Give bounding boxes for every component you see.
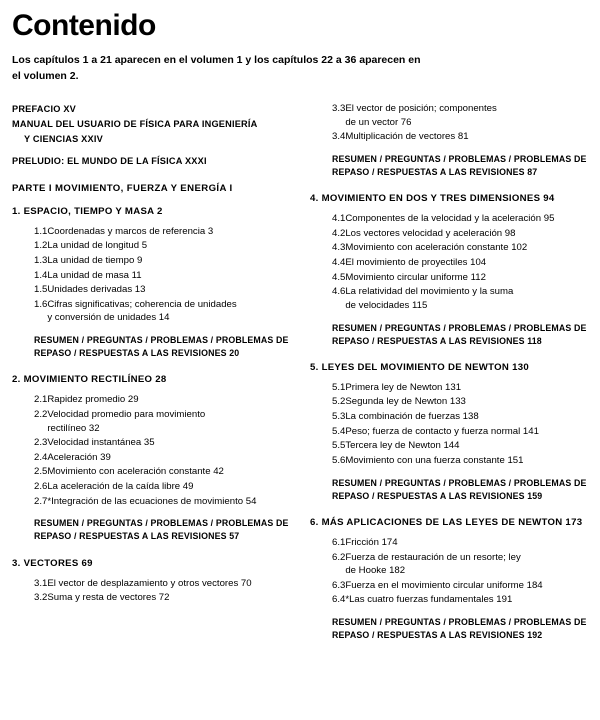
entry-text bbox=[345, 285, 588, 312]
entry-number: 5.3 bbox=[332, 411, 346, 423]
entry-number: 2.1 bbox=[34, 394, 48, 406]
toc-entry[interactable] bbox=[310, 395, 588, 409]
toc-entry[interactable] bbox=[12, 495, 290, 509]
chapter-block-1 bbox=[12, 206, 290, 361]
chapter-block-2 bbox=[12, 374, 290, 543]
entry-text: La unidad de tiempo 9 bbox=[47, 254, 143, 266]
summary-line: RESUMEN / PREGUNTAS / PROBLEMAS / PROBLEMAS bbox=[332, 477, 572, 488]
entry-number: 5.1 bbox=[332, 381, 346, 393]
entry-text: Suma y resta de vectores 72 bbox=[47, 592, 170, 604]
toc-entry[interactable] bbox=[310, 130, 588, 144]
summary-line: DE REPASO / RESPUESTAS A LAS REVISIONES 159 bbox=[332, 477, 587, 501]
entry-number: 3.4 bbox=[332, 131, 346, 143]
toc-entry[interactable] bbox=[12, 239, 290, 253]
toc-entry[interactable] bbox=[12, 451, 290, 465]
entry-number: 6.2 bbox=[332, 551, 346, 563]
entry-text bbox=[47, 408, 290, 435]
frontmatter-item[interactable]: PREFACIO XV bbox=[12, 104, 76, 115]
entry-text: La unidad de longitud 5 bbox=[47, 240, 148, 252]
summary-line: DE REPASO / RESPUESTAS A LAS REVISIONES 192 bbox=[332, 616, 587, 641]
toc-entry[interactable] bbox=[12, 436, 290, 450]
frontmatter-item[interactable]: Y CIENCIAS XXIV bbox=[24, 134, 103, 145]
toc-entry[interactable] bbox=[310, 102, 588, 129]
chapter-block-6 bbox=[310, 517, 588, 642]
entry-number: 1.6 bbox=[34, 298, 48, 310]
entry-number: 5.4 bbox=[332, 425, 346, 437]
chapter-summary bbox=[310, 153, 588, 179]
entry-text-line: La relatividad del movimiento y la suma bbox=[345, 286, 514, 298]
toc-entry[interactable] bbox=[310, 256, 588, 270]
entry-number: 3.2 bbox=[34, 592, 48, 604]
entry-text-line: y conversión de unidades 14 bbox=[47, 312, 170, 324]
summary-line: RESUMEN / PREGUNTAS / PROBLEMAS / PROBLEMAS bbox=[332, 616, 572, 627]
chapter-summary bbox=[12, 334, 290, 360]
entry-text: Movimiento con aceleración constante 102 bbox=[345, 242, 528, 254]
entry-text bbox=[345, 551, 588, 578]
entry-text-line: Velocidad promedio para movimiento bbox=[47, 408, 206, 420]
toc-entry[interactable] bbox=[310, 212, 588, 226]
toc-entry[interactable] bbox=[12, 298, 290, 325]
entry-number: 6.1 bbox=[332, 536, 346, 548]
entry-text bbox=[47, 298, 290, 325]
page-title: Contenido bbox=[12, 9, 156, 42]
toc-entry[interactable] bbox=[12, 480, 290, 494]
entry-text: Primera ley de Newton 131 bbox=[345, 381, 462, 393]
entry-text-line: Cifras significativas; coherencia de unidades bbox=[47, 298, 237, 310]
summary-line: DE REPASO / RESPUESTAS A LAS REVISIONES 118 bbox=[332, 322, 587, 346]
toc-entry[interactable] bbox=[12, 269, 290, 283]
chapter-block-5 bbox=[310, 362, 588, 503]
toc-entry[interactable] bbox=[310, 579, 588, 593]
entry-number: 2.7* bbox=[34, 495, 52, 507]
entry-number: 4.6 bbox=[332, 286, 346, 298]
entry-text: Fricción 174 bbox=[345, 536, 398, 548]
toc-entry[interactable] bbox=[310, 285, 588, 312]
chapter-heading[interactable]: 6. MÁS APLICACIONES DE LAS LEYES DE NEWTON 173 bbox=[310, 516, 583, 528]
toc-entry[interactable] bbox=[12, 591, 290, 605]
entry-text-line: El vector de posición; componentes bbox=[345, 103, 497, 115]
entry-number: 2.6 bbox=[34, 481, 48, 493]
entry-number: 5.2 bbox=[332, 396, 346, 408]
entry-text-line: Fuerza de restauración de un resorte; ley bbox=[345, 551, 521, 563]
entry-text: Rapidez promedio 29 bbox=[47, 394, 139, 406]
entry-text: Las cuatro fuerzas fundamentales 191 bbox=[349, 594, 513, 606]
entry-number: 4.3 bbox=[332, 242, 346, 254]
entry-text: Coordenadas y marcos de referencia 3 bbox=[47, 225, 214, 237]
entry-number: 4.4 bbox=[332, 257, 346, 269]
entry-number: 5.5 bbox=[332, 440, 346, 452]
entry-text: La unidad de masa 11 bbox=[47, 269, 142, 281]
entry-number: 3.1 bbox=[34, 577, 48, 589]
frontmatter-list bbox=[12, 102, 290, 169]
entry-text-line: de Hooke 182 bbox=[345, 565, 406, 577]
entry-number: 2.2 bbox=[34, 408, 48, 420]
chapter-heading[interactable]: 3. VECTORES 69 bbox=[12, 557, 93, 569]
entry-text: Unidades derivadas 13 bbox=[47, 284, 146, 296]
entry-number: 6.3 bbox=[332, 579, 346, 591]
toc-entry[interactable] bbox=[310, 593, 588, 607]
contents-page bbox=[0, 10, 600, 720]
toc-entry[interactable] bbox=[310, 425, 588, 439]
chapter-summary bbox=[310, 322, 588, 348]
entry-text-line: de un vector 76 bbox=[345, 116, 412, 128]
toc-entry[interactable] bbox=[310, 536, 588, 550]
chapter-heading[interactable]: 2. MOVIMIENTO RECTILÍNEO 28 bbox=[12, 374, 167, 386]
chapter-summary bbox=[310, 616, 588, 642]
chapter-summary bbox=[310, 477, 588, 503]
entry-number: 5.6 bbox=[332, 454, 346, 466]
entry-text: Multiplicación de vectores 81 bbox=[345, 131, 469, 143]
entry-number: 1.3 bbox=[34, 254, 48, 266]
entry-text: Componentes de la velocidad y la aceleración 95 bbox=[345, 213, 555, 225]
chapter-summary bbox=[12, 517, 290, 543]
toc-entry[interactable] bbox=[310, 381, 588, 395]
toc-entry[interactable] bbox=[12, 225, 290, 239]
summary-line: RESUMEN / PREGUNTAS / PROBLEMAS / PROBLEMAS bbox=[332, 153, 572, 164]
summary-line: DE REPASO / RESPUESTAS A LAS REVISIONES 87 bbox=[332, 153, 587, 178]
toc-entry[interactable] bbox=[310, 551, 588, 578]
toc-entry[interactable] bbox=[12, 254, 290, 268]
entry-number: 2.4 bbox=[34, 451, 48, 463]
entry-number: 4.2 bbox=[332, 227, 346, 239]
toc-entry[interactable] bbox=[310, 454, 588, 468]
entry-number: 4.5 bbox=[332, 271, 346, 283]
toc-entry[interactable] bbox=[310, 241, 588, 255]
left-column bbox=[12, 102, 290, 656]
entry-number: 2.3 bbox=[34, 437, 48, 449]
entry-text: La aceleración de la caída libre 49 bbox=[47, 481, 194, 493]
chapter-block-3 bbox=[12, 558, 290, 605]
entry-text: Peso; fuerza de contacto y fuerza normal 141 bbox=[345, 425, 539, 437]
toc-entry[interactable] bbox=[310, 439, 588, 453]
entry-text: El vector de desplazamiento y otros vectores 70 bbox=[47, 577, 252, 589]
entry-text: Movimiento con una fuerza constante 151 bbox=[345, 454, 524, 466]
chapter-heading[interactable]: 4. MOVIMIENTO EN DOS Y TRES DIMENSIONES 94 bbox=[310, 193, 555, 205]
entry-text: Fuerza en el movimiento circular uniforme 184 bbox=[345, 579, 543, 591]
entry-number: 4.1 bbox=[332, 213, 346, 225]
summary-line: DE REPASO / RESPUESTAS A LAS REVISIONES 57 bbox=[34, 518, 289, 542]
toc-entry[interactable] bbox=[12, 408, 290, 435]
chapter-heading[interactable]: 1. ESPACIO, TIEMPO Y MASA 2 bbox=[12, 205, 163, 217]
entry-number: 1.4 bbox=[34, 269, 48, 281]
entry-text bbox=[345, 102, 588, 129]
contents-columns bbox=[0, 102, 600, 656]
summary-line: RESUMEN / PREGUNTAS / PROBLEMAS / PROBLEMAS bbox=[34, 334, 274, 345]
toc-entry[interactable] bbox=[12, 577, 290, 591]
entry-number: 1.1 bbox=[34, 225, 48, 237]
chapter-block-4 bbox=[310, 193, 588, 348]
chapter-block-3-continued bbox=[310, 102, 588, 179]
entry-text-line: rectilíneo 32 bbox=[47, 422, 100, 434]
summary-line: DE REPASO / RESPUESTAS A LAS REVISIONES 20 bbox=[34, 334, 289, 359]
page-subtitle: Los capítulos 1 a 21 aparecen en el volumen 1 y los capítulos 22 a 36 aparecen en el volumen 2. bbox=[12, 53, 421, 82]
frontmatter-item[interactable]: PRELUDIO: EL MUNDO DE LA FÍSICA XXXI bbox=[12, 155, 207, 166]
entry-text: Movimiento con aceleración constante 42 bbox=[47, 466, 224, 478]
toc-entry[interactable] bbox=[12, 465, 290, 479]
toc-entry[interactable] bbox=[12, 393, 290, 407]
summary-line: RESUMEN / PREGUNTAS / PROBLEMAS / PROBLEMAS bbox=[34, 518, 274, 529]
toc-entry[interactable] bbox=[310, 271, 588, 285]
part-heading: PARTE I MOVIMIENTO, FUERZA Y ENERGÍA I bbox=[12, 182, 233, 194]
toc-entry[interactable] bbox=[310, 410, 588, 424]
right-column bbox=[310, 102, 588, 656]
chapter-heading[interactable]: 5. LEYES DEL MOVIMIENTO DE NEWTON 130 bbox=[310, 361, 530, 373]
entry-number: 1.5 bbox=[34, 284, 48, 296]
entry-text: La combinación de fuerzas 138 bbox=[345, 411, 479, 423]
entry-text: Segunda ley de Newton 133 bbox=[345, 396, 466, 408]
entry-text: Movimiento circular uniforme 112 bbox=[345, 271, 486, 283]
summary-line: RESUMEN / PREGUNTAS / PROBLEMAS / PROBLEMAS bbox=[332, 322, 572, 333]
entry-text: Integración de las ecuaciones de movimiento 54 bbox=[51, 495, 257, 507]
entry-text: El movimiento de proyectiles 104 bbox=[345, 257, 487, 269]
entry-text: Los vectores velocidad y aceleración 98 bbox=[345, 227, 516, 239]
entry-text: Velocidad instantánea 35 bbox=[47, 437, 155, 449]
entry-text-line: de velocidades 115 bbox=[345, 299, 428, 311]
entry-number: 3.3 bbox=[332, 103, 346, 115]
toc-entry[interactable] bbox=[12, 283, 290, 297]
entry-text: Aceleración 39 bbox=[47, 451, 111, 463]
toc-entry[interactable] bbox=[310, 227, 588, 241]
entry-number: 1.2 bbox=[34, 240, 48, 252]
entry-number: 6.4* bbox=[332, 594, 350, 606]
entry-text: Tercera ley de Newton 144 bbox=[345, 440, 460, 452]
entry-number: 2.5 bbox=[34, 466, 48, 478]
frontmatter-item[interactable]: MANUAL DEL USUARIO DE FÍSICA PARA INGENIERÍA bbox=[12, 119, 258, 130]
